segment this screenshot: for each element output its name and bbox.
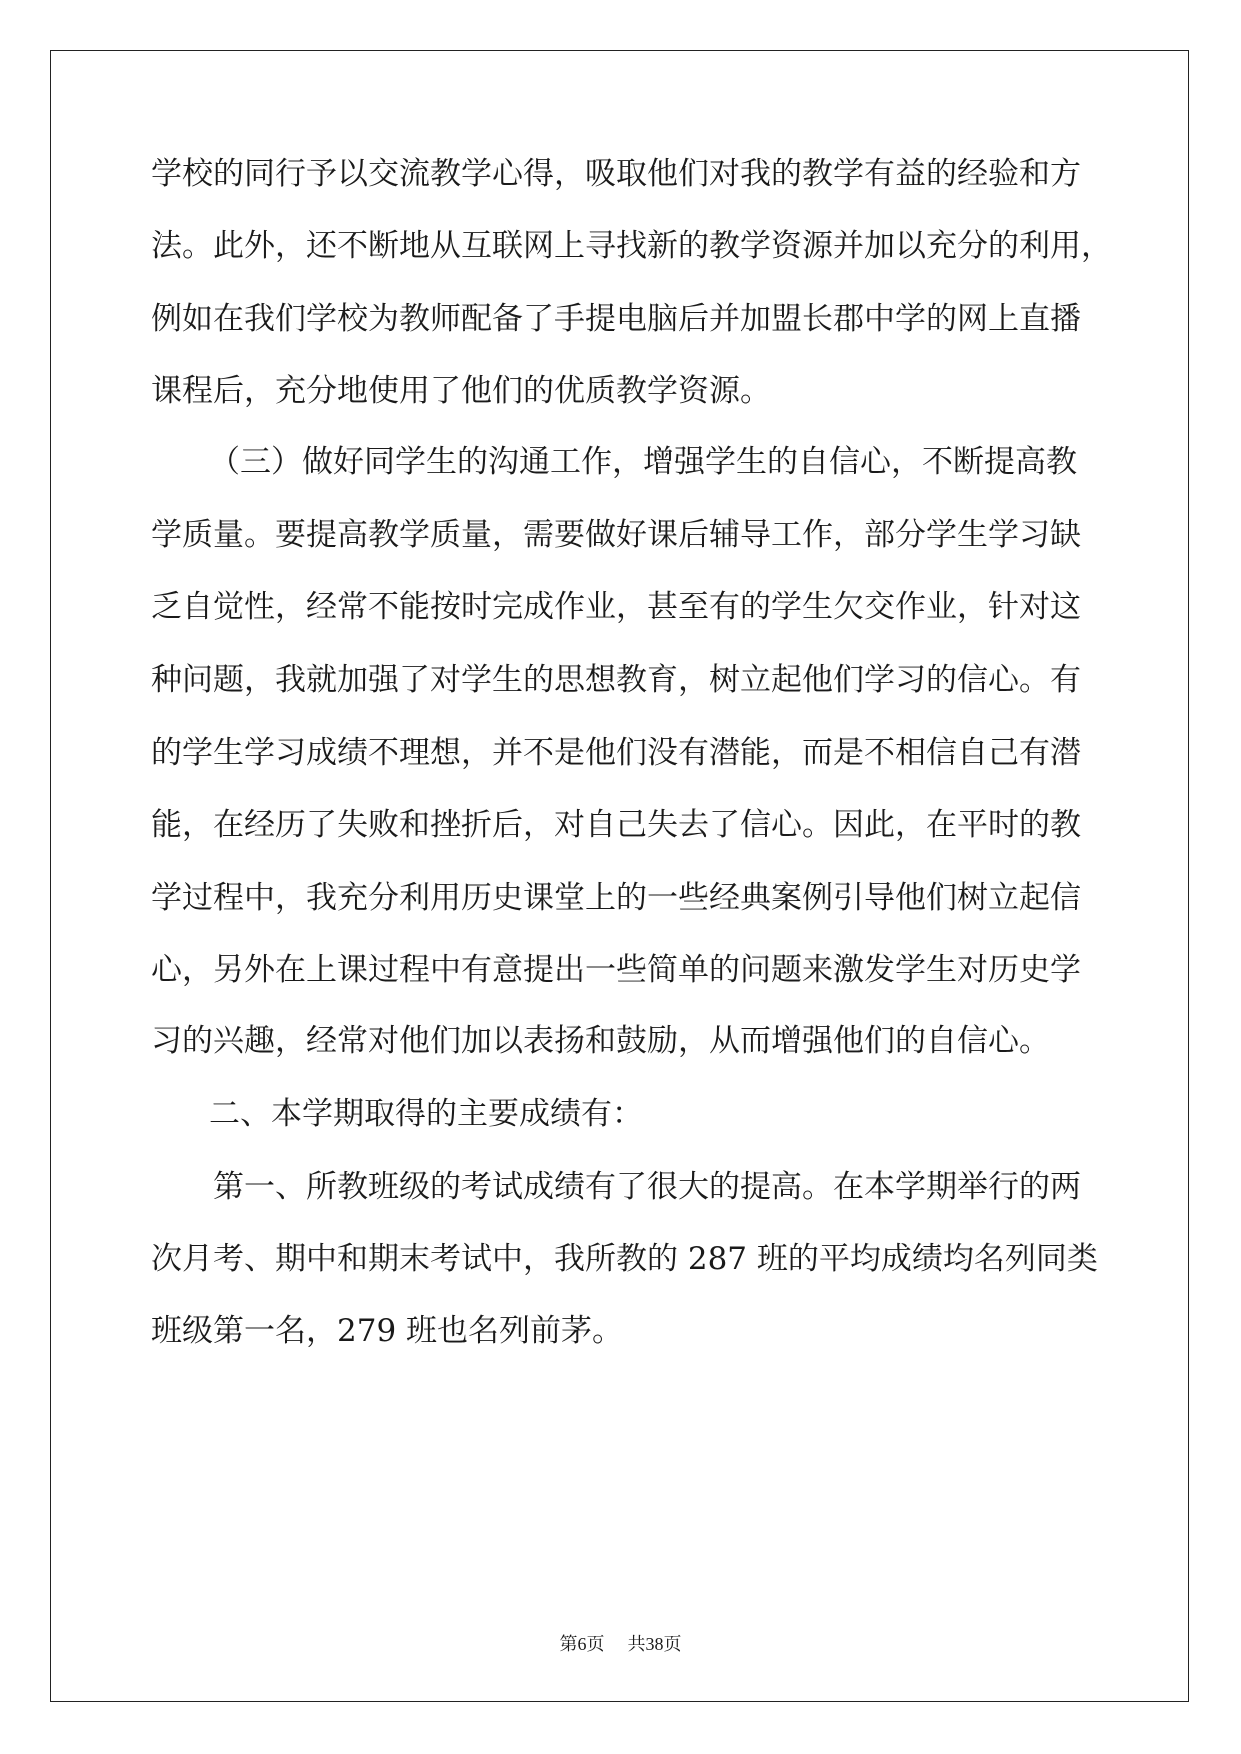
- footer-total-suffix: 页: [663, 1634, 682, 1655]
- section-heading-line: （三）做好同学生的沟通工作，增强学生的自信心，不断提高教: [209, 444, 1077, 480]
- footer-page-prefix: 第: [559, 1634, 578, 1655]
- body-line: 第一、所教班级的考试成绩有了很大的提高。在本学期举行的两: [213, 1169, 1081, 1205]
- body-line: 例如在我们学校为教师配备了手提电脑后并加盟长郡中学的网上直播: [151, 301, 1081, 337]
- body-line: 习的兴趣，经常对他们加以表扬和鼓励，从而增强他们的自信心。: [151, 1023, 1050, 1059]
- body-line: 心，另外在上课过程中有意提出一些简单的问题来激发学生对历史学: [151, 952, 1081, 988]
- body-line: 次月考、期中和期末考试中，我所教的 287 班的平均成绩均名列同类: [151, 1241, 1098, 1277]
- body-line: 课程后，充分地使用了他们的优质教学资源。: [151, 373, 771, 409]
- page-footer: [0, 1633, 1241, 1656]
- footer-page-suffix: 页: [586, 1634, 605, 1655]
- body-line: 学过程中，我充分利用历史课堂上的一些经典案例引导他们树立起信: [151, 880, 1081, 916]
- body-line: 乏自觉性，经常不能按时完成作业，甚至有的学生欠交作业，针对这: [151, 589, 1081, 625]
- body-line: 法。此外，还不断地从互联网上寻找新的教学资源并加以充分的利用，: [151, 228, 1112, 264]
- body-line: 班级第一名，279 班也名列前茅。: [151, 1313, 624, 1349]
- footer-total-prefix: 共: [627, 1634, 646, 1655]
- footer-total-number: 38: [645, 1634, 664, 1654]
- section-heading-line: 二、本学期取得的主要成绩有：: [209, 1096, 643, 1132]
- body-line: 学校的同行予以交流教学心得，吸取他们对我的教学有益的经验和方: [151, 156, 1081, 192]
- footer-page-number: 6: [577, 1634, 587, 1654]
- body-line: 种问题，我就加强了对学生的思想教育，树立起他们学习的信心。有: [151, 662, 1081, 698]
- body-line: 能，在经历了失败和挫折后，对自己失去了信心。因此，在平时的教: [151, 807, 1081, 843]
- body-line: 学质量。要提高教学质量，需要做好课后辅导工作，部分学生学习缺: [151, 517, 1081, 553]
- body-line: 的学生学习成绩不理想，并不是他们没有潜能，而是不相信自己有潜: [151, 735, 1081, 771]
